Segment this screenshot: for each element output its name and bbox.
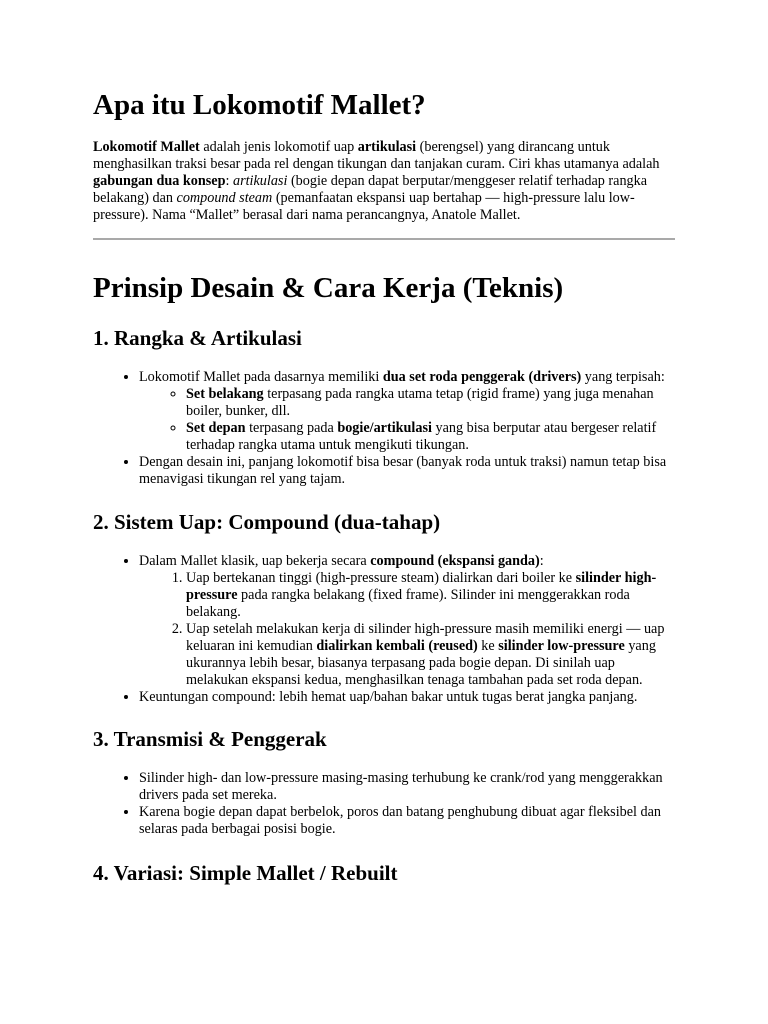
bold-run: bogie/artikulasi	[337, 419, 432, 436]
bold-run: dialirkan kembali (reused)	[316, 638, 478, 655]
heading-variasi: 4. Variasi: Simple Mallet / Rebuilt	[93, 861, 398, 886]
text-run: :	[539, 553, 544, 570]
list-sistem-uap	[93, 553, 675, 706]
heading-sistem-uap: 2. Sistem Uap: Compound (dua-tahap)	[93, 509, 441, 534]
intro-text-3: :	[225, 173, 233, 190]
heading-rangka-artikulasi: 1. Rangka & Artikulasi	[93, 325, 302, 350]
list-item: • Dengan desain ini, panjang lokomotif bisa besar (banyak roda untuk traksi) namun tetap bisa menavigasi tikungan rel yang tajam.	[139, 454, 675, 488]
numbered-item	[186, 621, 675, 689]
list-item	[139, 553, 675, 689]
sub-list-item	[186, 386, 675, 420]
text-run: terpasang pada	[245, 419, 338, 436]
intro-paragraph	[93, 139, 675, 224]
list-item	[139, 369, 675, 454]
text-run: pada rangka belakang (fixed frame). Silinder ini menggerakkan roda belakang.	[186, 587, 630, 621]
intro-text-5: (pemanfaatan ekspansi uap bertahap — high-pressure lalu low-pressure). Nama “Mallet” berasal dari nama perancangnya, Anatole Mallet.	[93, 190, 635, 224]
text-run: yang bisa berputar atau bergeser relatif terhadap rangka utama untuk mengikuti tikungan.	[186, 419, 657, 453]
list-item: • Karena bogie depan dapat berbelok, poros dan batang penghubung dibuat agar fleksibel dan selaras pada berbagai posisi bogie.	[139, 804, 675, 838]
text-run: yang terpisah:	[581, 368, 665, 385]
intro-bold-2: artikulasi	[357, 139, 417, 156]
sub-list	[139, 386, 675, 454]
bold-run: silinder low-pressure	[498, 638, 625, 655]
sub-list-item	[186, 420, 675, 454]
text-run: ke	[477, 638, 499, 655]
section-divider	[93, 238, 675, 240]
intro-text-1: adalah jenis lokomotif uap	[199, 139, 358, 156]
bold-run: Set belakang	[186, 385, 264, 402]
intro-text-2: (berengsel) yang dirancang untuk menghasilkan traksi besar pada rel dengan tikungan dan tanjakan curam. Ciri khas utamanya adalah	[93, 139, 660, 173]
text-run: Uap setelah melakukan kerja di silinder high-pressure masih memiliki energi — uap keluaran ini kemudian	[186, 621, 665, 655]
list-item: • Silinder high- dan low-pressure masing-masing terhubung ke crank/rod yang menggerakkan drivers pada set mereka.	[139, 770, 675, 804]
text-run: Dalam Mallet klasik, uap bekerja secara	[139, 553, 371, 570]
numbered-list	[139, 570, 675, 689]
intro-italic-2: compound steam	[176, 190, 273, 207]
section-title: Prinsip Desain & Cara Kerja (Teknis)	[93, 272, 564, 305]
numbered-item	[186, 570, 675, 621]
bold-run: compound (ekspansi ganda)	[370, 553, 540, 570]
bold-run: silinder high-pressure	[186, 570, 657, 604]
bold-run: dua set roda penggerak (drivers)	[382, 368, 582, 385]
intro-text-4: (bogie depan dapat berputar/menggeser relatif terhadap rangka belakang) dan	[93, 173, 648, 207]
list-rangka-artikulasi	[93, 369, 675, 488]
text-run: Lokomotif Mallet pada dasarnya memiliki	[139, 368, 383, 385]
page-title: Apa itu Lokomotif Mallet?	[93, 89, 426, 121]
bold-run: Set depan	[186, 419, 246, 436]
text-run: yang ukurannya lebih besar, biasanya terpasang pada bogie depan. Di sinilah uap melakukan ekspansi kedua, menghasilkan tenaga tambahan pada set roda depan.	[186, 638, 656, 689]
intro-bold-3: gabungan dua konsep	[93, 173, 226, 190]
text-run: terpasang pada rangka utama tetap (rigid frame) yang juga menahan boiler, bunker, dll.	[186, 385, 654, 419]
intro-italic-1: artikulasi	[233, 173, 288, 190]
heading-transmisi: 3. Transmisi & Penggerak	[93, 727, 327, 752]
intro-bold-1: Lokomotif Mallet	[93, 139, 200, 156]
text-run: Uap bertekanan tinggi (high-pressure steam) dialirkan dari boiler ke	[186, 570, 576, 587]
list-transmisi	[93, 770, 675, 838]
list-item: • Keuntungan compound: lebih hemat uap/bahan bakar untuk tugas berat jangka panjang.	[139, 689, 675, 706]
